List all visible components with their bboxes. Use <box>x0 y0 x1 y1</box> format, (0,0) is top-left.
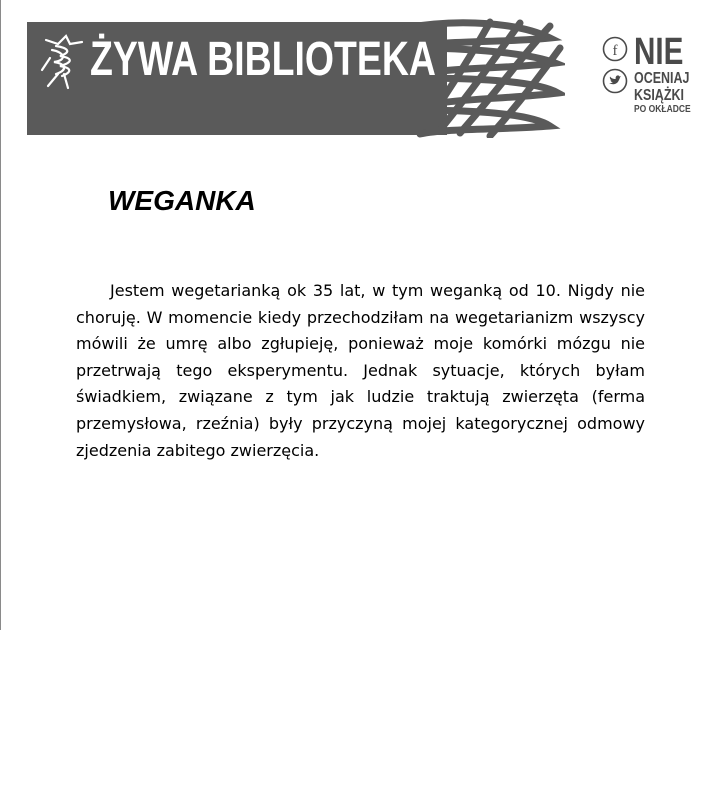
tagline-line-3: KSIĄŻKI <box>634 87 684 104</box>
document-body: Jestem wegetarianką ok 35 lat, w tym weganką od 10. Nigdy nie choruję. W momencie kiedy przechodziłam na wegetarianizm wszyscy mówili że umrę albo zgłupieję, ponieważ moje komórki mózgu nie przetrwają tego eksperymentu. Jednak sytuacje, których byłam świadkiem, związane z tym jak ludzie traktują zwierzęta (ferma przemysłowa, rzeźnia) były przyczyną mojej kategorycznej odmowy zjedzenia zabitego zwierzęcia. <box>76 281 645 460</box>
tagline-line-4: PO OKŁADCE <box>634 104 691 115</box>
facebook-icon[interactable] <box>602 36 628 62</box>
running-figure-icon <box>38 30 88 90</box>
site-title: ŻYWA BIBLIOTEKA <box>90 33 436 86</box>
page-left-border <box>0 0 1 630</box>
tagline <box>634 31 705 116</box>
tagline-line-2: OCENIAJ <box>634 70 690 87</box>
tagline-line-1: NIE <box>634 31 684 73</box>
svg-text:f: f <box>612 43 618 59</box>
twitter-icon[interactable] <box>602 68 628 94</box>
document-title: WEGANKA <box>108 185 256 216</box>
